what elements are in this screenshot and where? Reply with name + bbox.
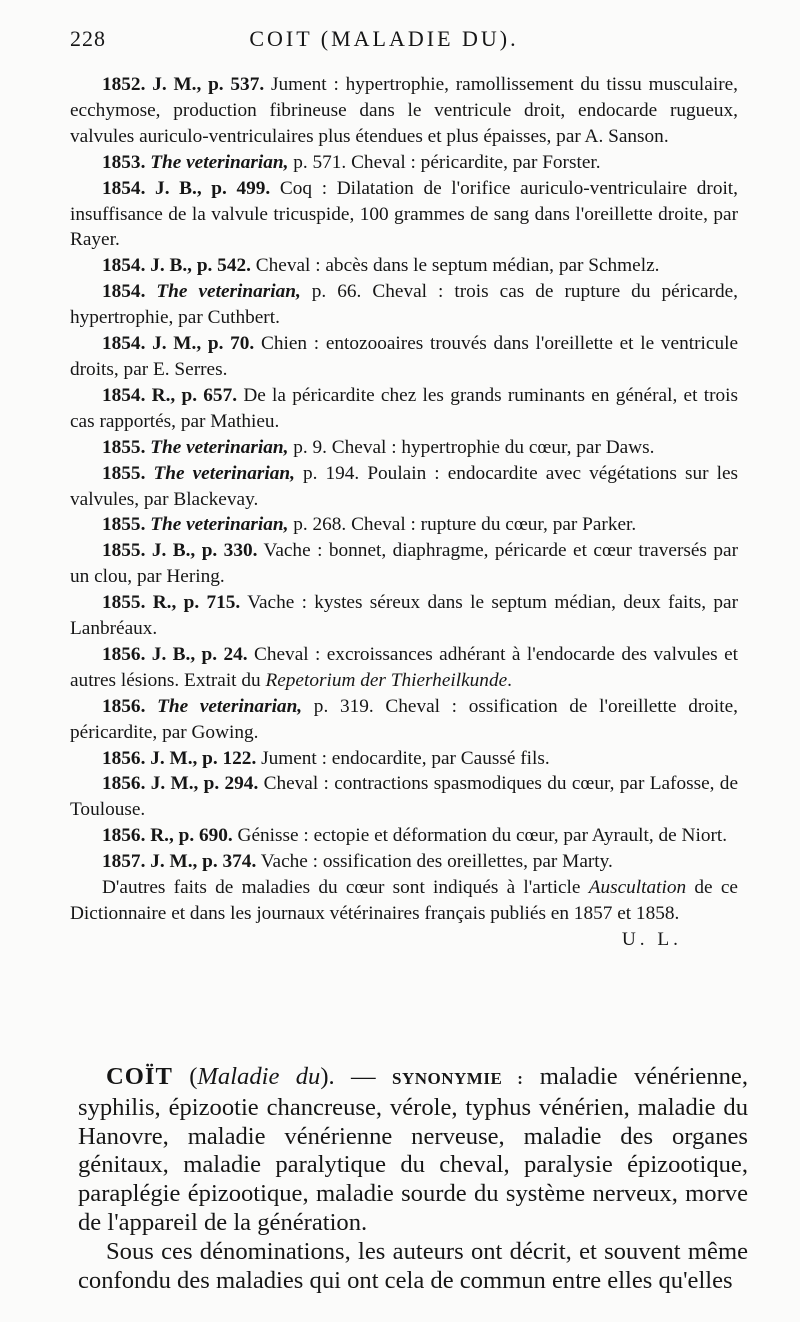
entry-year: 1854.: [102, 255, 146, 277]
entry-text-end: .: [507, 669, 512, 691]
page-header: [70, 26, 738, 60]
entry-year: 1855.: [102, 540, 146, 562]
entry-year: 1853.: [102, 151, 146, 173]
entry-text: Cheval : trois cas de rupture du péricarde, hypertrophie, par Cuthbert.: [70, 281, 739, 329]
entry-page: p. 66.: [300, 281, 362, 303]
author-signature: U. L.: [621, 928, 682, 950]
entry-year: 1854.: [102, 177, 146, 199]
closing-text: D'autres faits de maladies du cœur sont indiqués à l'article: [102, 877, 589, 899]
entry-page: p. 194.: [294, 462, 360, 484]
closing-italic-ref: Auscultation: [588, 877, 687, 899]
closing-text-after: de ce Dictionnaire et dans les journaux vétérinaires français publiés en 1857 et 1858.: [70, 877, 738, 924]
entry-year: 1855.: [102, 514, 146, 536]
entry-source: The veterinarian,: [157, 695, 303, 717]
entry-text: Cheval : ossification de l'oreillette droite, péricardite, par Gowing.: [70, 695, 738, 743]
entry-source: J. M., p. 70.: [152, 333, 255, 355]
article-intro: COÏT (Maladie du). — SYNONYMIE : maladie vénérienne, syphilis, épizootie chancreuse, vérole, typhus vénérien, maladie du Hanovre, maladie vénérienne nerveuse, maladie des organes génitaux, maladie paralytique du cheval, paralysie épizootique, paraplégie épizootique, maladie sourde du système nerveux, morve de l'appareil de la génération.: [78, 1063, 748, 1236]
bibliography-entry: [70, 746, 738, 772]
bibliography-entry: [70, 461, 738, 513]
entry-year: 1856.: [102, 773, 146, 795]
closing-note: [70, 875, 738, 950]
synonyms-text: maladie vénérienne, syphilis, épizootie chancreuse, vérole, typhus vénérien, maladie du Hanovre, maladie vénérienne nerveuse, maladie des organes génitaux, maladie paralytique du cheval, paralysie épizootique, paraplégie épizootique, maladie sourde du système nerveux, morve de l'appareil de la génération.: [78, 1063, 748, 1236]
entry-text: Jument : hypertrophie, ramollissement du tissu musculaire, ecchymose, production fibrineuse dans le ventricule droit, endocarde rugueux, valvules auriculo-ventriculaires plus étendues et plus épaisses, par A. Sanson.: [70, 74, 738, 147]
bibliography-entry: [70, 642, 738, 694]
entry-text: Cheval : rupture du cœur, par Parker.: [346, 514, 637, 536]
entry-source: The veterinarian,: [156, 281, 301, 303]
bibliography-entry: [70, 694, 738, 746]
entry-text: Chien : entozooaires trouvés dans l'oreillette et le ventricule droits, par E. Serres.: [70, 333, 738, 380]
entry-source: The veterinarian,: [150, 151, 289, 173]
entry-source: J. M., p. 122.: [150, 747, 257, 769]
entry-text: Vache : ossification des oreillettes, par Marty.: [256, 851, 613, 873]
bibliography-entry: [70, 150, 738, 176]
entry-source: J. B., p. 24.: [151, 643, 248, 665]
entry-text: Cheval : péricardite, par Forster.: [346, 151, 601, 173]
bibliography-entry: [70, 279, 738, 331]
article-paragraph: Sous ces dénominations, les auteurs ont décrit, et souvent même confondu des maladies qui ont cela de commun entre elles qu'elles: [78, 1237, 748, 1294]
page-number: 228: [70, 26, 106, 51]
entry-year: 1855.: [102, 462, 146, 484]
entry-text: De la péricardite chez les grands ruminants en général, et trois cas rapportés, par Mathieu.: [70, 384, 738, 432]
entry-page: p. 268.: [288, 514, 347, 536]
entry-year: 1852.: [102, 74, 146, 95]
bibliography-entry: [70, 849, 738, 875]
bibliography-entry: [70, 331, 738, 383]
bibliography-entry: [70, 176, 738, 254]
bibliography-entry: [70, 383, 738, 435]
entry-source: R., p. 715.: [152, 592, 241, 614]
entry-source: J. M., p. 537.: [152, 74, 265, 95]
entry-year: 1856.: [102, 695, 146, 717]
entry-source: The veterinarian,: [150, 436, 289, 458]
bibliography-entry: [70, 435, 738, 461]
headword: COÏT: [106, 1063, 173, 1090]
bibliography-entry: [70, 771, 738, 823]
entry-text: Vache : kystes séreux dans le septum médian, deux faits, par Lanbréaux.: [70, 592, 738, 640]
bibliography-entry: [70, 823, 738, 849]
entry-source: R., p. 657.: [151, 384, 238, 406]
entry-year: 1854.: [102, 281, 146, 303]
bibliography-list: [70, 72, 738, 953]
entry-text: Cheval : excroissances adhérant à l'endocarde des valvules et autres lésions. Extrait du: [70, 643, 738, 691]
entry-text: Poulain : endocardite avec végétations sur les valvules, par Blackevay.: [70, 462, 739, 510]
entry-text: Jument : endocardite, par Caussé fils.: [256, 747, 550, 769]
entry-text: Vache : bonnet, diaphragme, péricarde et cœur traversés par un clou, par Hering.: [70, 540, 738, 588]
entry-text: Cheval : contractions spasmodiques du cœur, par Lafosse, de Toulouse.: [70, 773, 738, 821]
entry-source: J. M., p. 294.: [150, 773, 259, 795]
entry-page: p. 319.: [302, 695, 374, 717]
bibliography-entry: [70, 72, 738, 150]
running-head: COIT (MALADIE DU).: [249, 26, 519, 51]
bibliography-entry: [70, 538, 738, 590]
entry-year: 1856.: [102, 825, 146, 847]
entry-year: 1856.: [102, 747, 146, 769]
entry-year: 1855.: [102, 592, 146, 614]
synonymie-label: SYNONYMIE :: [392, 1069, 524, 1088]
entry-text: Cheval : abcès dans le septum médian, par Schmelz.: [250, 255, 660, 277]
entry-year: 1856.: [102, 643, 146, 665]
entry-page: p. 9.: [288, 436, 327, 458]
headword-qualifier: Maladie du: [197, 1063, 321, 1090]
article-section: [78, 1063, 748, 1295]
bibliography-entry: [70, 590, 738, 642]
entry-year: 1854.: [102, 384, 146, 406]
headword-dash: . —: [328, 1063, 393, 1090]
entry-text: Cheval : hypertrophie du cœur, par Daws.: [326, 436, 655, 458]
entry-source: J. M., p. 374.: [150, 851, 257, 873]
entry-source: J. B., p. 499.: [155, 177, 271, 199]
entry-source: J. B., p. 330.: [151, 540, 258, 562]
bibliography-entry: [70, 512, 738, 538]
entry-text: Coq : Dilatation de l'orifice auriculo-ventriculaire droit, insuffisance de la valvule tricuspide, 100 grammes de sang dans l'oreillette droite, par Rayer.: [70, 177, 738, 251]
entry-page: p. 571.: [288, 151, 347, 173]
entry-year: 1854.: [102, 333, 146, 355]
entry-source: J. B., p. 542.: [150, 255, 251, 277]
entry-source: The veterinarian,: [153, 462, 295, 484]
entry-italic-title: Repetorium der Thierheilkunde: [265, 669, 508, 691]
entry-source: R., p. 690.: [150, 825, 233, 847]
bibliography-entry: [70, 253, 738, 279]
entry-text: Génisse : ectopie et déformation du cœur, par Ayrault, de Niort.: [232, 825, 728, 847]
entry-year: 1855.: [102, 436, 146, 458]
entry-year: 1857.: [102, 851, 146, 873]
entry-source: The veterinarian,: [150, 514, 289, 536]
